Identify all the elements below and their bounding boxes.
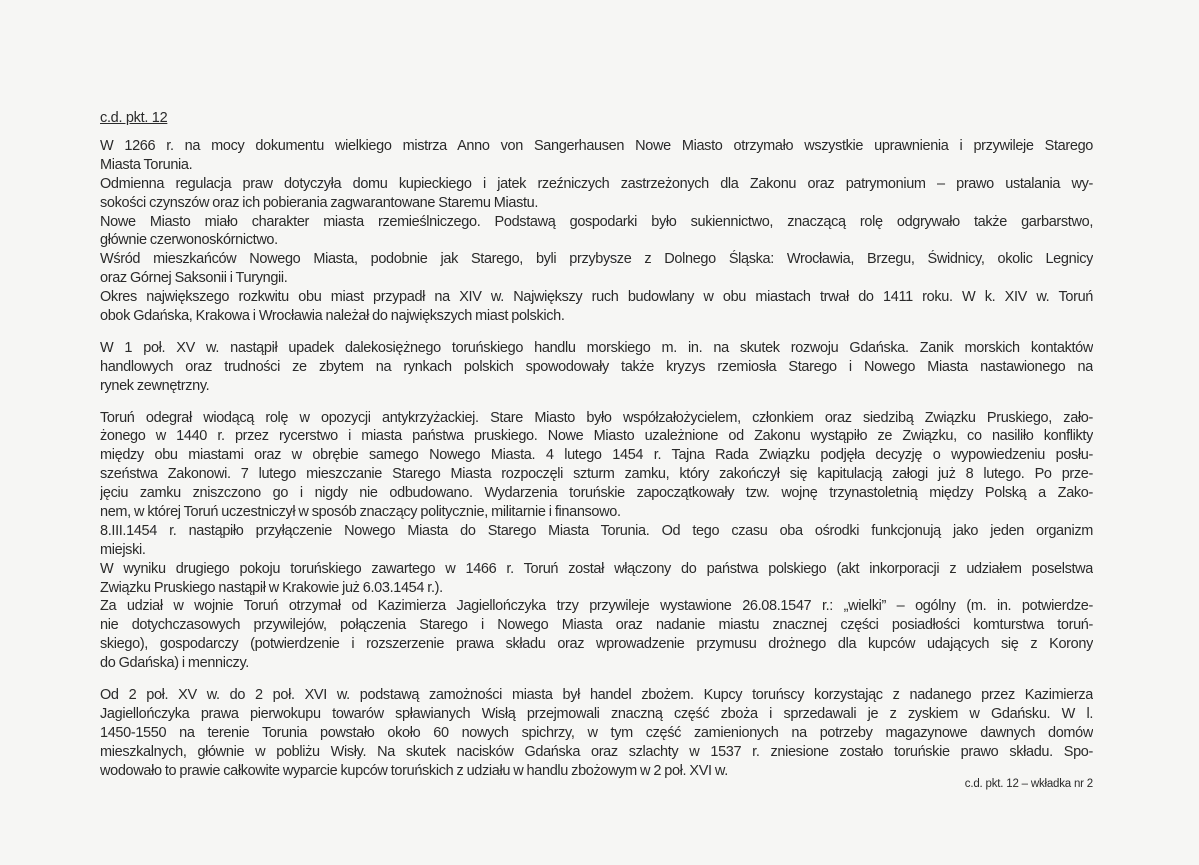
text-line: Odmienna regulacja praw dotyczyła domu kupieckiego i jatek rzeźniczych zastrzeżonych dla Zakonu oraz patrymonium – prawo ustalania wy- <box>100 175 1093 192</box>
text-line: Miasta Torunia. <box>100 156 193 173</box>
text-line: do Gdańska) i menniczy. <box>100 655 249 672</box>
paragraph <box>100 137 1093 326</box>
text-line: W 1 poł. XV w. nastąpił upadek dalekosiężnego toruńskiego handlu morskiego m. in. na skutek rozwoju Gdańska. Zanik morskich kontaktów <box>100 339 1093 356</box>
text-line: między obu miastami oraz w obrębie samego Nowego Miasta. 4 lutego 1454 r. Tajna Rada Związku podjęła decyzję o wypowiedzeniu posłu- <box>100 447 1093 464</box>
text-line: mieszkalnych, głównie w pobliżu Wisły. Na skutek nacisków Gdańska oraz szlachty w 1537 r. zniesione zostało toruńskie prawo składu. Spo- <box>100 743 1093 760</box>
text-line: Toruń odegrał wiodącą rolę w opozycji antykrzyżackiej. Stare Miasto było współzałożycielem, członkiem oraz siedzibą Związku Pruskiego, zało- <box>100 409 1093 426</box>
document-body <box>100 137 1093 794</box>
text-line: Wśród mieszkańców Nowego Miasta, podobnie jak Starego, byli przybysze z Dolnego Śląska: Wrocławia, Brzegu, Świdnicy, okolic Legnicy <box>100 251 1093 268</box>
paragraph <box>100 339 1093 396</box>
text-line: W 1266 r. na mocy dokumentu wielkiego mistrza Anno von Sangerhausen Nowe Miasto otrzymało wszystkie uprawnienia i przywileje Starego <box>100 138 1093 154</box>
text-line: handlowych oraz trudności ze zbytem na rynkach polskich spowodowały także kryzys rzemiosła Starego i Nowego Miasta nastawionego na <box>100 358 1093 375</box>
text-line: nem, w której Toruń uczestniczył w sposób znaczący politycznie, militarnie i finansowo. <box>100 504 621 521</box>
text-line: 8.III.1454 r. nastąpiło przyłączenie Nowego Miasta do Starego Miasta Torunia. Od tego czasu oba ośrodki funkcjonują jako jeden organizm <box>100 522 1093 539</box>
text-line: oraz Górnej Saksonii i Turyngii. <box>100 270 288 287</box>
text-line: nie dotychczasowych przywilejów, połączenia Starego i Nowego Miasta oraz nadanie miastu znacznej części posiadłości komturstwa toruń- <box>100 617 1093 634</box>
text-line: Nowe Miasto miało charakter miasta rzemieślniczego. Podstawą gospodarki było sukiennictwo, znaczącą rolę odgrywało także garbarstwo, <box>100 213 1093 230</box>
text-line: Jagiellończyka prawa pierwokupu towarów spławianych Wisłą przejmowali znaczną część zboża i sprzedawali je z zyskiem w Gdańsku. W l. <box>100 705 1093 722</box>
paragraph <box>100 686 1093 780</box>
text-line: jęciu zamku zniszczono go i nigdy nie odbudowano. Wydarzenia toruńskie zapoczątkowały tzw. wojnę trzynastoletnią między Polską a Zako- <box>100 485 1093 502</box>
text-line: wodowało to prawie całkowite wyparcie kupców toruńskich z udziału w handlu zbożowym w 2 poł. XVI w. <box>100 762 728 779</box>
text-line: Okres największego rozkwitu obu miast przypadł na XIV w. Największy ruch budowlany w obu miastach trwał do 1411 roku. W k. XIV w. Toruń <box>100 289 1093 306</box>
text-line: skiego), gospodarczy (potwierdzenie i rozszerzenie prawa składu oraz wprowadzenie przymusu drożnego dla kupców udających się z Korony <box>100 636 1093 653</box>
text-line: 1450-1550 na terenie Torunia powstało około 60 nowych spichrzy, w tym część zamienionych na potrzeby magazynowe dawnych domów <box>100 724 1093 741</box>
paragraph <box>100 409 1093 673</box>
text-line: sokości czynszów oraz ich pobierania zagwarantowane Staremu Miastu. <box>100 194 539 211</box>
text-line: żonego w 1440 r. przez rycerstwo i miasta państwa pruskiego. Nowe Miasto uzależnione od Zakonu wystąpiło ze Związku, co nasiliło konflikty <box>100 428 1093 445</box>
text-line: W wyniku drugiego pokoju toruńskiego zawartego w 1466 r. Toruń został włączony do państwa polskiego (akt inkorporacji z udziałem poselstwa <box>100 560 1093 577</box>
text-line: Związku Pruskiego nastąpił w Krakowie już 6.03.1454 r.). <box>100 579 443 596</box>
text-line: Od 2 poł. XV w. do 2 poł. XVI w. podstawą zamożności miasta był handel zbożem. Kupcy toruńscy korzystając z nadanego przez Kazimierza <box>100 687 1093 704</box>
section-heading: c.d. pkt. 12 <box>100 110 168 126</box>
page-footer: c.d. pkt. 12 – wkładka nr 2 <box>964 778 1093 790</box>
text-line: szeństwa Zakonowi. 7 lutego mieszczanie Starego Miasta rozpoczęli szturm zamku, który zakończył się kapitulacją załogi już 8 lutego. Po prze- <box>100 466 1093 483</box>
text-line: głównie czerwonoskórnictwo. <box>100 232 278 249</box>
text-line: miejski. <box>100 541 146 558</box>
text-line: Za udział w wojnie Toruń otrzymał od Kazimierza Jagiellończyka trzy przywileje wystawione 26.08.1547 r.: „wielki” – ogólny (m. in. potwierdze- <box>100 598 1093 615</box>
text-line: obok Gdańska, Krakowa i Wrocławia należał do największych miast polskich. <box>100 308 565 325</box>
text-line: rynek zewnętrzny. <box>100 377 210 394</box>
